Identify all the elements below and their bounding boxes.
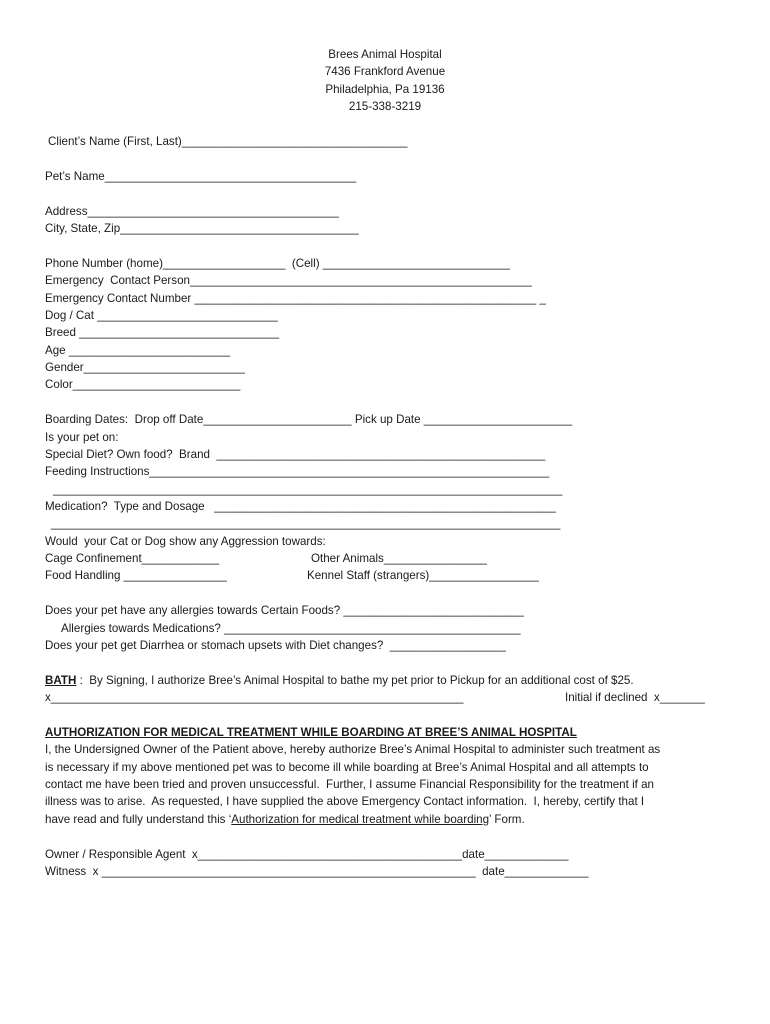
authorization-form-title: Authorization for medical treatment while boarding [231, 813, 490, 826]
kennel-staff-field[interactable]: Kennel Staff (strangers)_________________ [307, 569, 539, 582]
dog-cat-field[interactable]: Dog / Cat ____________________________ [45, 309, 278, 322]
boarding-dates-field[interactable]: Boarding Dates: Drop off Date_______________________ Pick up Date _______________________ [45, 413, 573, 426]
pet-name-field[interactable]: Pet’s Name_______________________________________ [45, 170, 357, 183]
hospital-city: Philadelphia, Pa 19136 [325, 82, 445, 96]
cage-confinement-field[interactable]: Cage Confinement____________ [45, 552, 220, 565]
bath-initial-declined[interactable]: Initial if declined x_______ [565, 691, 705, 704]
emergency-contact-person-field[interactable]: Emergency Contact Person_____________________________________________________ [45, 274, 532, 287]
authorization-line-3: contact me have been tried and proven unsuccessful. Further, I assume Financial Responsibility for the treatment if an [45, 778, 654, 791]
medication-field[interactable]: Medication? Type and Dosage _____________________________________________________ [45, 500, 557, 513]
diet-upset-field[interactable]: Does your pet get Diarrhea or stomach upsets with Diet changes? __________________ [45, 639, 506, 652]
bath-text: : By Signing, I authorize Bree’s Animal Hospital to bathe my pet prior to Pickup for an additional cost of $25. [76, 674, 634, 687]
medication-allergies-field[interactable]: Allergies towards Medications? ______________________________________________ [61, 622, 521, 635]
authorization-line-2: is necessary if my above mentioned pet was to become ill while boarding at Bree’s Animal Hospital and all attempts to [45, 761, 649, 774]
authorization-line-1: I, the Undersigned Owner of the Patient above, hereby authorize Bree’s Animal Hospital to administer such treatment as [45, 743, 661, 756]
feeding-instructions-continuation[interactable]: _______________________________________________________________________________ [53, 483, 563, 496]
bath-signature-line[interactable]: x________________________________________________________________ [45, 691, 464, 704]
hospital-name: Brees Animal Hospital [328, 48, 442, 61]
witness-signature-field[interactable]: Witness x __________________________________________________________ date_____________ [45, 865, 589, 878]
address-field[interactable]: Address_______________________________________ [45, 205, 339, 218]
is-your-pet-on-label: Is your pet on: [45, 431, 119, 444]
breed-field[interactable]: Breed _______________________________ [45, 326, 280, 339]
phone-field[interactable]: Phone Number (home)___________________ (Cell) _____________________________ [45, 257, 510, 270]
authorization-line-5 [45, 811, 525, 828]
bath-label: BATH [45, 674, 77, 687]
other-animals-field[interactable]: Other Animals________________ [311, 552, 487, 565]
authorization-heading: AUTHORIZATION FOR MEDICAL TREATMENT WHILE BOARDING AT BREE’S ANIMAL HOSPITAL [45, 726, 577, 739]
bath-authorization [45, 672, 634, 689]
authorization-line-4: illness was to arise. As requested, I have supplied the above Emergency Contact information. I, hereby, certify that I [45, 795, 645, 808]
aggression-question: Would your Cat or Dog show any Aggression towards: [45, 535, 326, 548]
owner-signature-field[interactable]: Owner / Responsible Agent x_________________________________________date_____________ [45, 848, 569, 861]
food-allergies-field[interactable]: Does your pet have any allergies towards Certain Foods? ____________________________ [45, 604, 524, 617]
hospital-street: 7436 Frankford Avenue [324, 65, 446, 79]
color-field[interactable]: Color__________________________ [45, 378, 241, 391]
emergency-contact-number-field[interactable]: Emergency Contact Number _____________________________________________________ _ [45, 292, 546, 305]
medication-continuation[interactable]: _______________________________________________________________________________ [51, 517, 561, 530]
authorization-line-5-start: have read and fully understand this ‘ [45, 813, 232, 826]
authorization-line-5-end: ’ Form. [489, 813, 525, 826]
age-field[interactable]: Age _________________________ [45, 344, 231, 357]
hospital-header [0, 46, 770, 116]
feeding-instructions-field[interactable]: Feeding Instructions______________________________________________________________ [45, 465, 550, 478]
gender-field[interactable]: Gender_________________________ [45, 361, 245, 374]
hospital-phone: 215-338-3219 [348, 100, 422, 114]
food-handling-field[interactable]: Food Handling ________________ [45, 569, 227, 582]
special-diet-field[interactable]: Special Diet? Own food? Brand ___________________________________________________ [45, 448, 546, 461]
city-state-zip-field[interactable]: City, State, Zip_____________________________________ [45, 222, 359, 235]
client-name-field[interactable]: Client’s Name (First, Last)___________________________________ [48, 135, 408, 148]
